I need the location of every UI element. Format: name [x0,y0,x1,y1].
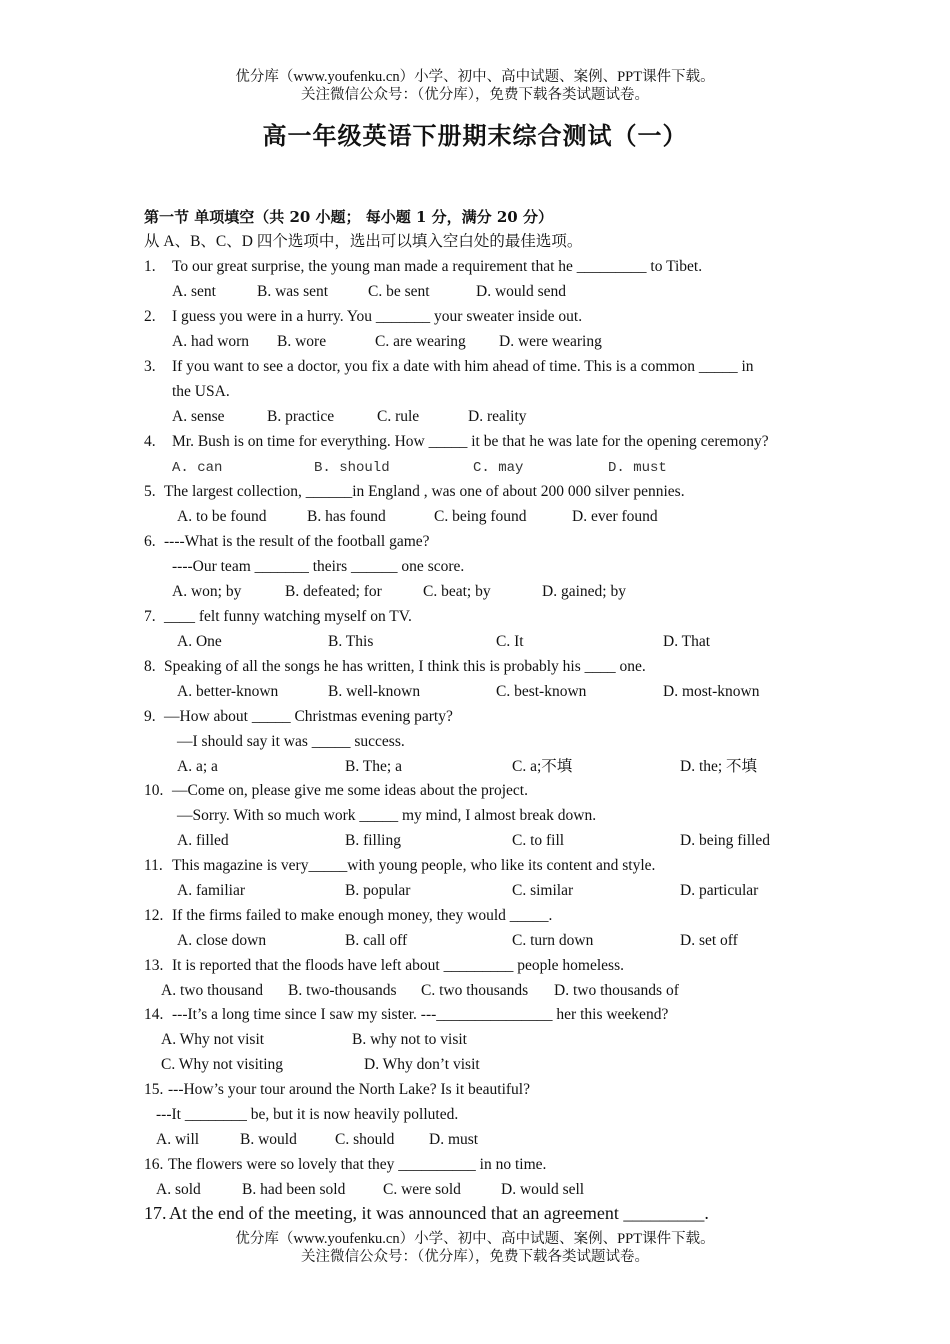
option-c: C. being found [434,508,527,525]
question-number: 17. [144,1203,167,1223]
option-d: D. must [608,460,667,476]
option-a: A. sense [172,408,225,425]
section-heading: 第一节 单项填空（共 20 小题； 每小题 1 分，满分 20 分） [144,208,553,226]
question-stem: ---It’s a long time since I saw my sister. ---_______________ her this weekend? [172,1006,669,1023]
question-number: 12. [144,907,164,924]
question-stem-continued: —Sorry. With so much work _____ my mind, I almost break down. [177,807,597,824]
option-d: D. ever found [572,508,658,525]
question-stem: The largest collection, ______in England , was one of about 200 000 silver pennies. [164,483,685,500]
question-stem-continued: ---It ________ be, but it is now heavily polluted. [156,1106,459,1123]
question-number: 5. [144,483,156,500]
option-c: C. be sent [368,283,430,300]
option-a: A. Why not visit [161,1031,265,1048]
option-b: B. had been sold [242,1181,346,1198]
question-number: 14. [144,1006,164,1023]
option-b: B. should [314,460,390,476]
page-header-line1: 优分库（www.youfenku.cn）小学、初中、高中试题、案例、PPT课件下载。 [235,69,715,85]
option-d: D. gained; by [542,583,626,600]
question-number: 1. [144,258,156,275]
option-a: A. One [177,633,222,650]
option-c: C. should [335,1131,395,1148]
option-a: A. to be found [177,508,267,525]
option-d: D. most-known [663,683,760,700]
option-b: B. well-known [328,683,421,700]
option-d: D. being filled [680,832,770,849]
section-instruction: 从 A、B、C、D 四个选项中，选出可以填入空白处的最佳选项。 [144,233,583,250]
question-stem: If the firms failed to make enough money, they would _____. [172,907,553,924]
option-c: C. two thousands [421,982,529,999]
question-stem: At the end of the meeting, it was announced that an agreement _________. [169,1203,709,1223]
option-c: C. best-known [496,683,587,700]
page-footer-line1: 优分库（www.youfenku.cn）小学、初中、高中试题、案例、PPT课件下载。 [235,1231,715,1247]
question-stem: —How about _____ Christmas evening party? [164,708,453,725]
option-b: B. has found [307,508,386,525]
option-c: C. may [473,460,524,476]
option-c: C. turn down [512,932,594,949]
question-stem: I guess you were in a hurry. You _______ your sweater inside out. [172,308,583,325]
question-number: 16. [144,1156,164,1173]
question-stem: —Come on, please give me some ideas about the project. [172,782,528,799]
option-d: D. would send [476,283,566,300]
option-b: B. was sent [257,283,329,300]
question-stem-continued: the USA. [172,383,230,400]
question-number: 6. [144,533,156,550]
option-c: C. were sold [383,1181,461,1198]
option-b: B. This [328,633,374,650]
option-b: B. filling [345,832,401,849]
question-number: 11. [144,857,163,874]
option-a: A. sent [172,283,216,300]
option-d: D. the; 不填 [680,758,758,775]
question-stem-continued: —I should say it was _____ success. [177,733,405,750]
question-stem: Speaking of all the songs he has written, I think this is probably his ____ one. [164,658,646,675]
option-c: C. similar [512,882,574,899]
option-a: A. a; a [177,758,218,775]
option-a: A. had worn [172,333,250,350]
option-d: D. particular [680,882,759,899]
page-footer-line2: 关注微信公众号：（优分库），免费下载各类试题试卷。 [301,1249,649,1265]
page-header-line2: 关注微信公众号：（优分库），免费下载各类试题试卷。 [301,87,649,103]
option-b: B. call off [345,932,408,949]
option-b: B. The; a [345,758,402,775]
option-a: A. filled [177,832,229,849]
option-b: B. defeated; for [285,583,382,600]
question-stem: ____ felt funny watching myself on TV. [164,608,412,625]
question-stem: This magazine is very_____with young people, who like its content and style. [172,857,656,874]
question-number: 9. [144,708,156,725]
question-stem: Mr. Bush is on time for everything. How _____ it be that he was late for the opening ceremony? [172,433,769,450]
option-c: C. It [496,633,524,650]
question-number: 3. [144,358,156,375]
question-number: 15. [144,1081,164,1098]
question-stem-continued: ----Our team _______ theirs ______ one score. [172,558,465,575]
option-d: D. set off [680,932,738,949]
option-d: D. were wearing [499,333,602,350]
option-c: C. Why not visiting [161,1056,284,1073]
option-d: D. two thousands of [554,982,679,999]
option-d: D. would sell [501,1181,585,1198]
question-number: 8. [144,658,156,675]
option-a: A. won; by [172,583,242,600]
question-stem: ----What is the result of the football game? [164,533,430,550]
option-a: A. better-known [177,683,279,700]
question-number: 7. [144,608,156,625]
question-number: 4. [144,433,156,450]
option-c: C. to fill [512,832,565,849]
question-stem: To our great surprise, the young man made a requirement that he _________ to Tibet. [172,258,703,275]
option-c: C. a;不填 [512,758,573,775]
question-number: 10. [144,782,164,799]
option-b: B. popular [345,882,411,899]
option-c: C. are wearing [375,333,466,350]
option-d: D. Why don’t visit [364,1056,480,1073]
question-stem: The flowers were so lovely that they __________ in no time. [168,1156,547,1173]
option-a: A. sold [156,1181,201,1198]
option-a: A. close down [177,932,267,949]
option-b: B. two-thousands [288,982,397,999]
question-stem: It is reported that the floods have left about _________ people homeless. [172,957,624,974]
question-stem: If you want to see a doctor, you fix a date with him ahead of time. This is a common _____ in [172,358,754,375]
option-b: B. why not to visit [352,1031,467,1048]
question-number: 13. [144,957,164,974]
question-number: 2. [144,308,156,325]
option-a: A. familiar [177,882,246,899]
option-a: A. can [172,460,223,476]
option-a: A. will [156,1131,200,1148]
option-b: B. wore [277,333,327,350]
option-b: B. would [240,1131,297,1148]
option-d: D. reality [468,408,527,425]
option-c: C. beat; by [423,583,491,600]
option-c: C. rule [377,408,420,425]
option-b: B. practice [267,408,335,425]
option-a: A. two thousand [161,982,264,999]
option-d: D. must [429,1131,479,1148]
option-d: D. That [663,633,711,650]
question-stem: ---How’s your tour around the North Lake? Is it beautiful? [168,1081,530,1098]
page-title: 高一年级英语下册期末综合测试（一） [262,121,688,150]
